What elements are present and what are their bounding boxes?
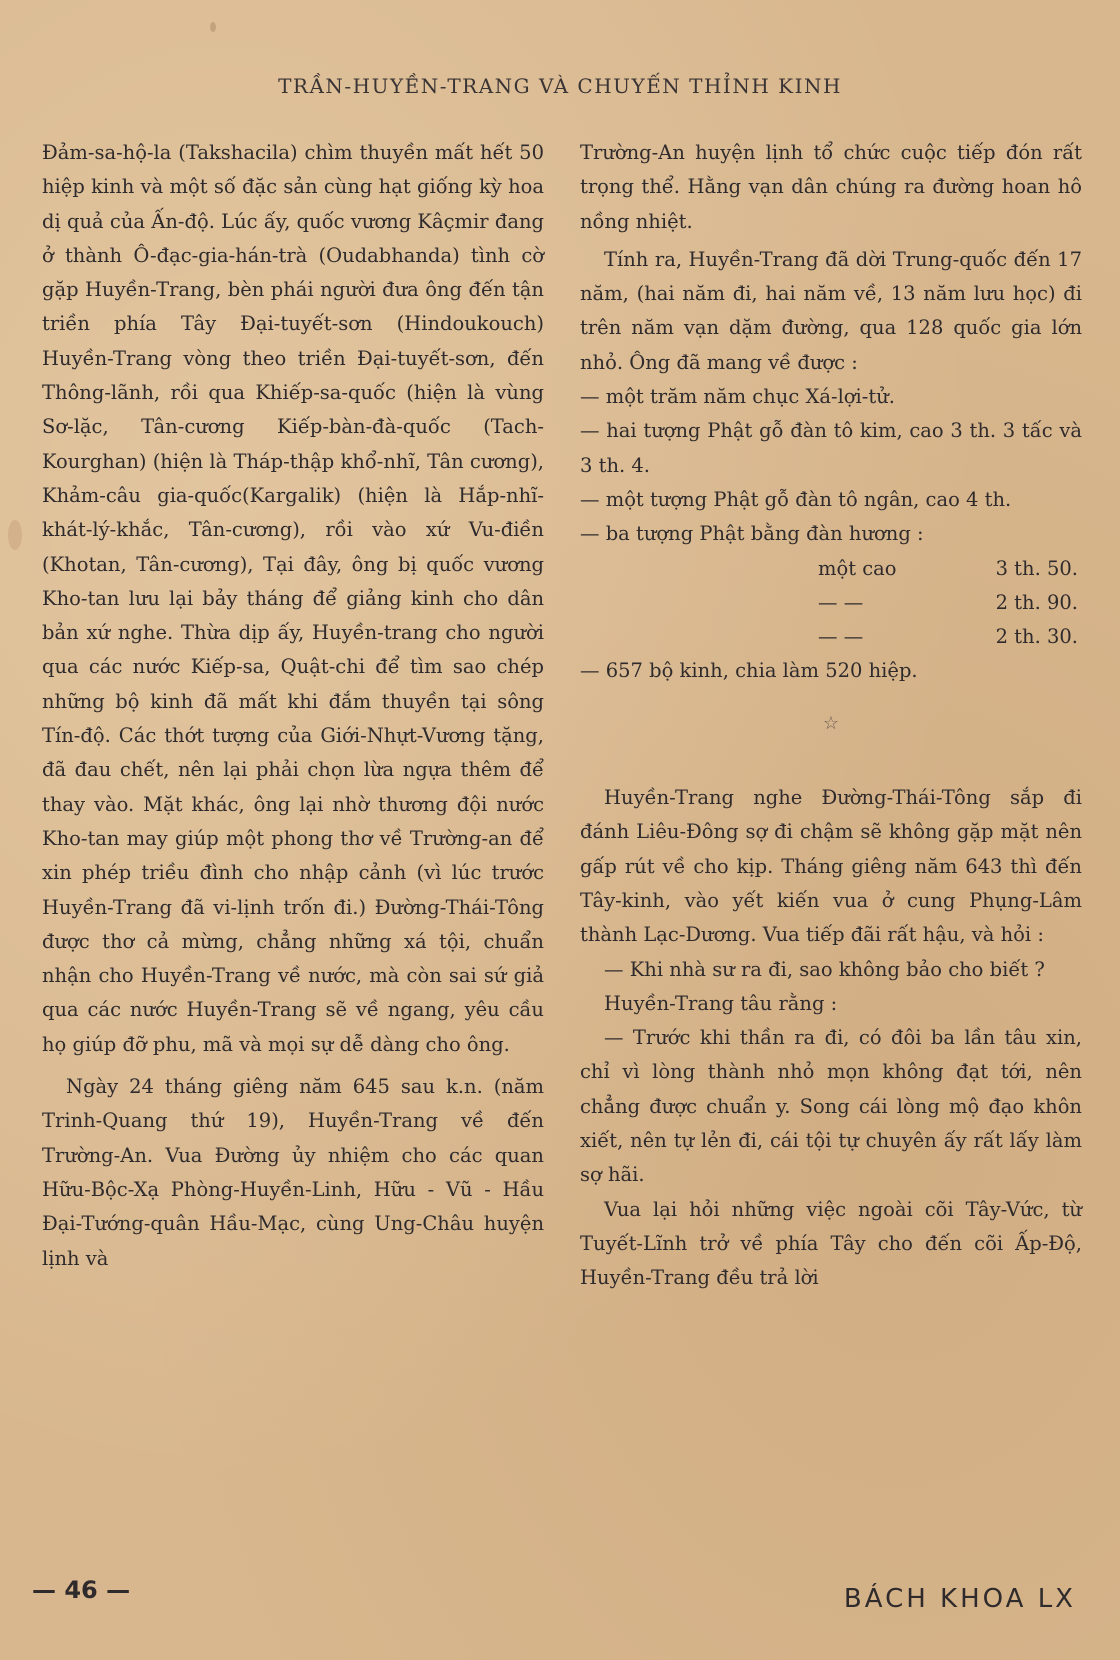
statue-dimension-lead: — — [818, 590, 864, 614]
left-paragraph-2: Ngày 24 tháng giêng năm 645 sau k.n. (năm Trinh-Quang thứ 19), Huyền-Trang về đến Trường-An. Vua Đường ủy nhiệm cho các quan Hữu-Bộc-Xạ Phòng-Huyền-Linh, Hữu - Vũ - Hầu Đại-Tướng-quân Hầu-Mạc, cùng Ung-Châu huyện lịnh và [42, 1075, 544, 1270]
section-separator-star-icon: ☆ [822, 712, 840, 734]
left-paragraph-1: Đảm-sa-hộ-la (Takshacila) chìm thuyền mất hết 50 hiệp kinh và một số đặc sản cùng hạt giống kỳ hoa dị quả của Ấn-độ. Lúc ấy, quốc vương Kâçmir đang ở thành Ô-đạc-gia-hán-trà (Oudabhanda) tình cờ gặp Huyền-Trang, bèn phái người đưa ông đến tận triền phía Tây Đại-tuyết-sơn (Hindoukouch) Huyền-Trang vòng theo triền Đại-tuyết-sơn, đến Thông-lãnh, rồi qua Khiếp-sa-quốc (hiện là vùng Sơ-lặc, Tân-cương Kiếp-bàn-đà-quốc (Tach-Kourghan) (hiện là Tháp-thập khổ-nhĩ, Tân cương), Khảm-câu gia-quốc(Kargalik) (hiện là Hắp-nhĩ-khát-lý-khắc, Tân-cương), rồi vào xứ Vu-điền (Khotan, Tân-cương), Tại đây, ông bị quốc vương Kho-tan lưu lại bảy tháng để giảng kinh cho dân bản xứ nghe. Thừa dịp ấy, Huyền-trang cho người qua các nước Kiếp-sa, Quật-chi để tìm sao chép những bộ kinh đã mất khi đắm thuyền tại sông Tín-độ. Các thớt tượng của Giới-Nhựt-Vương tặng, đã đau chết, nên lại phải chọn lừa ngựa thêm để thay vào. Mặt khác, ông lại nhờ thương đội nước Kho-tan may giúp một phong thơ về Trường-an để xin phép triều đình cho nhập cảnh (vì lúc trước Huyền-Trang đã vi-lịnh trốn đi.) Đường-Thái-Tông được thơ cả mừng, chẳng những xá tội, chuẩn nhận cho Huyền-Trang về nước, mà còn sai sứ giả qua các nước Huyền-Trang sẽ về ngang, yêu cầu họ giúp đỡ phu, mã và mọi sự dễ dàng cho ông. [42, 141, 544, 1056]
statue-dimension-row [580, 586, 1082, 620]
page-number: — 46 — [32, 1576, 131, 1604]
right-paragraph-5: Vua lại hỏi những việc ngoài cõi Tây-Vức, từ Tuyết-Lĩnh trở về phía Tây cho đến cõi Ấp-Độ, Huyền-Trang đều trả lời [580, 1197, 1082, 1290]
paper-speck [8, 520, 22, 550]
statue-dimension-value: 2 th. 30. [995, 625, 1078, 649]
statue-dimension-value: 2 th. 90. [995, 590, 1078, 614]
paper-speck [210, 22, 216, 32]
statue-dimension-value: 3 th. 50. [995, 556, 1078, 580]
statue-dimension-lead: — — [818, 625, 864, 649]
relics-item: — một trăm năm chục Xá-lợi-tử. [580, 385, 895, 409]
right-paragraph-1: Trường-An huyện lịnh tổ chức cuộc tiếp đón rất trọng thể. Hằng vạn dân chúng ra đường hoan hô nồng nhiệt. [580, 141, 1082, 233]
right-paragraph-4: Huyền-Trang tâu rằng : [604, 991, 838, 1015]
left-column [42, 136, 544, 1276]
statue-dimension-lead: một cao [818, 556, 897, 580]
statue-dimension-row [580, 620, 1082, 654]
running-header: TRẦN-HUYỀN-TRANG VÀ CHUYẾN THỈNH KINH [278, 74, 842, 98]
right-column [580, 136, 1082, 1296]
sutras-item: — 657 bộ kinh, chia làm 520 hiệp. [580, 659, 918, 683]
gold-statues-item: — hai tượng Phật gỗ đàn tô kim, cao 3 th. 3 tấc và 3 th. 4. [580, 419, 1082, 477]
silver-statue-item: — một tượng Phật gỗ đàn tô ngân, cao 4 th. [580, 487, 1012, 511]
xuanzang-answer: — Trước khi thần ra đi, có đôi ba lần tâu xin, chỉ vì lòng thành nhỏ mọn không đạt tới, nên chẳng được chuẩn y. Song cái lòng mộ đạo khôn xiết, nên tự lẻn đi, cái tội tự chuyên ấy rất lấy làm sợ hãi. [580, 1026, 1082, 1187]
emperor-question: — Khi nhà sư ra đi, sao không bảo cho biết ? [604, 957, 1045, 981]
right-paragraph-3: Huyền-Trang nghe Đường-Thái-Tông sắp đi đánh Liêu-Đông sợ đi chậm sẽ không gặp mặt nên gấp rút về cho kịp. Tháng giêng năm 643 thì đến Tây-kinh, vào yết kiến vua ở cung Phụng-Lâm thành Lạc-Dương. Vua tiếp đãi rất hậu, và hỏi : [580, 786, 1082, 947]
sandalwood-statues-item: — ba tượng Phật bằng đàn hương : [580, 522, 924, 546]
magazine-name: BÁCH KHOA LX [843, 1584, 1076, 1614]
right-paragraph-2: Tính ra, Huyền-Trang đã dời Trung-quốc đến 17 năm, (hai năm đi, hai năm về, 13 năm lưu học) đi trên năm vạn dặm đường, qua 128 quốc gia lớn nhỏ. Ông đã mang về được : [580, 247, 1082, 374]
statue-dimension-row [580, 552, 1082, 586]
